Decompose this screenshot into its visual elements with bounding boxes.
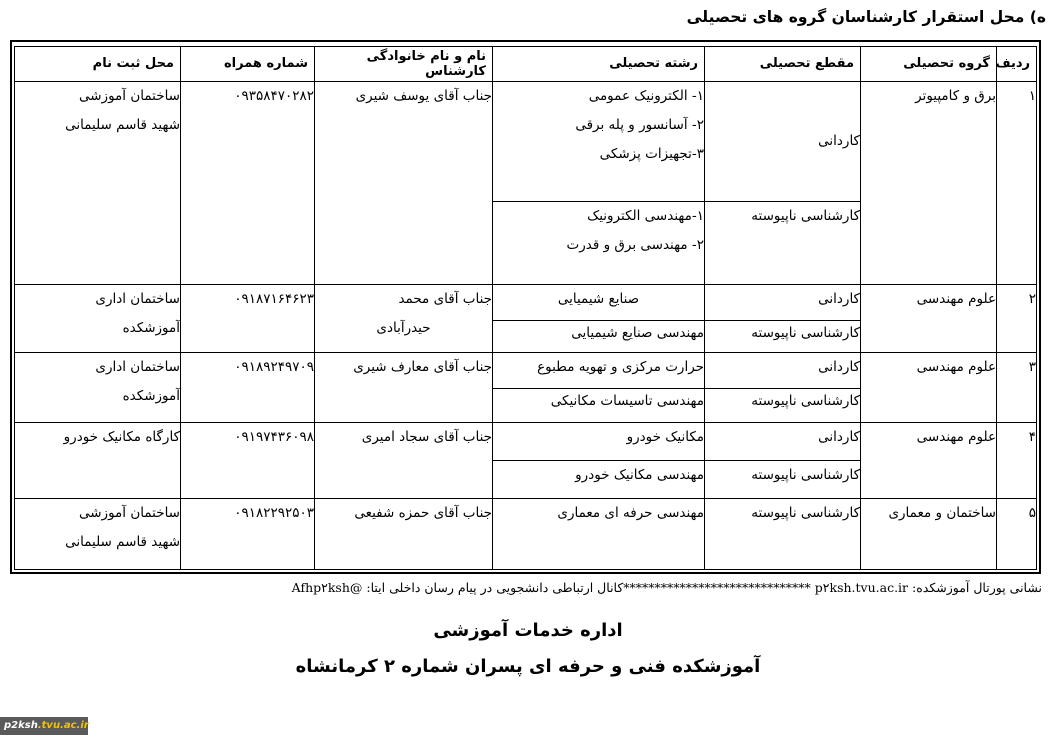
level-cell: کارشناسی ناپیوسته bbox=[705, 201, 861, 284]
field-line: ۱-مهندسی الکترونیک bbox=[587, 207, 704, 224]
logo-text-main: p2ksh bbox=[4, 720, 38, 731]
header-cell: رشته تحصیلی bbox=[493, 47, 705, 82]
level-cell: کاردانی bbox=[705, 352, 861, 389]
group-cell: علوم مهندسی bbox=[861, 284, 997, 352]
site-logo bbox=[0, 717, 88, 735]
field-cell: صنایع شیمیایی bbox=[493, 284, 705, 321]
logo-text-domain: .tvu.ac.ir bbox=[37, 720, 89, 731]
experts-table bbox=[14, 46, 1037, 570]
field-cell: مهندسی حرفه ای معماری bbox=[493, 498, 705, 569]
phone-cell: ۰۹۳۵۸۴۷۰۲۸۲ bbox=[181, 81, 315, 284]
group-cell: ساختمان و معماری bbox=[861, 498, 997, 569]
field-cell: مکانیک خودرو bbox=[493, 422, 705, 460]
place-cell bbox=[15, 352, 181, 422]
contact-footnote: نشانی پورتال آموزشکده: p۲ksh.tvu.ac.ir ******************************کانال ارتباطی دانشجویی در پیام رسان داخلی ایتا: @Afhp۲ksh bbox=[291, 580, 1042, 595]
header-cell: محل ثبت نام bbox=[15, 47, 181, 82]
school-title: آموزشکده فنی و حرفه ای پسران شماره ۲ کرمانشاه bbox=[295, 656, 761, 677]
group-cell: علوم مهندسی bbox=[861, 422, 997, 498]
field-cell bbox=[493, 81, 705, 201]
expert-cell: جناب آقای سجاد امیری bbox=[315, 422, 493, 498]
row-number: ۱ bbox=[997, 81, 1037, 284]
place-cell bbox=[15, 81, 181, 284]
section-heading: ه) محل استقرار کارشناسان گروه های تحصیلی bbox=[686, 8, 1046, 26]
group-cell: برق و کامپیوتر bbox=[861, 81, 997, 284]
phone-cell: ۰۹۱۸۹۲۴۹۷۰۹ bbox=[181, 352, 315, 422]
header-cell: شماره همراه bbox=[181, 47, 315, 82]
expert-cell: جناب آقای معارف شیری bbox=[315, 352, 493, 422]
office-title: اداره خدمات آموزشی bbox=[433, 620, 623, 641]
level-cell: کاردانی bbox=[705, 284, 861, 321]
place-cell bbox=[15, 498, 181, 569]
row-number: ۳ bbox=[997, 352, 1037, 422]
table-header-row bbox=[15, 47, 1037, 82]
level-cell: کارشناسی ناپیوسته bbox=[705, 321, 861, 352]
place-line: آموزشکده bbox=[122, 319, 180, 336]
expert-cell bbox=[315, 284, 493, 352]
table-row bbox=[15, 498, 1037, 569]
field-cell: مهندسی تاسیسات مکانیکی bbox=[493, 389, 705, 422]
table-row bbox=[15, 352, 1037, 389]
level-cell: کارشناسی ناپیوسته bbox=[705, 460, 861, 498]
row-number: ۵ bbox=[997, 498, 1037, 569]
level-cell: کارشناسی ناپیوسته bbox=[705, 498, 861, 569]
place-line: آموزشکده bbox=[122, 387, 180, 404]
field-line: ۲- مهندسی برق و قدرت bbox=[566, 236, 704, 253]
place-line: شهید قاسم سلیمانی bbox=[65, 116, 180, 133]
phone-cell: ۰۹۱۸۲۲۹۲۵۰۳ bbox=[181, 498, 315, 569]
header-cell: گروه تحصیلی bbox=[861, 47, 997, 82]
level-cell: کاردانی bbox=[705, 422, 861, 460]
expert-cell: جناب آقای یوسف شیری bbox=[315, 81, 493, 284]
phone-cell: ۰۹۱۸۷۱۶۴۶۲۳ bbox=[181, 284, 315, 352]
field-line: ۳-تجهیزات پزشکی bbox=[599, 145, 704, 162]
expert-line: جناب آقای محمد bbox=[398, 290, 492, 307]
field-line: ۱- الکترونیک عمومی bbox=[588, 87, 704, 104]
expert-cell: جناب آقای حمزه شفیعی bbox=[315, 498, 493, 569]
place-line: ساختمان آموزشی bbox=[78, 504, 180, 521]
table-row bbox=[15, 284, 1037, 321]
place-line: ساختمان اداری bbox=[95, 358, 180, 375]
field-cell: مهندسی صنایع شیمیایی bbox=[493, 321, 705, 352]
place-line: ساختمان اداری bbox=[95, 290, 180, 307]
header-cell: ردیف bbox=[997, 47, 1037, 82]
place-line: ساختمان آموزشی bbox=[78, 87, 180, 104]
field-cell: مهندسی مکانیک خودرو bbox=[493, 460, 705, 498]
group-cell: علوم مهندسی bbox=[861, 352, 997, 422]
place-line: شهید قاسم سلیمانی bbox=[65, 533, 180, 550]
header-cell: نام و نام خانوادگی کارشناس bbox=[315, 47, 493, 82]
level-cell: کاردانی bbox=[705, 81, 861, 201]
header-cell: مقطع تحصیلی bbox=[705, 47, 861, 82]
field-line: ۲- آسانسور و پله برقی bbox=[575, 116, 704, 133]
field-cell: حرارت مرکزی و تهویه مطبوع bbox=[493, 352, 705, 389]
expert-line: حیدرآبادی bbox=[376, 319, 431, 336]
row-number: ۴ bbox=[997, 422, 1037, 498]
field-cell bbox=[493, 201, 705, 284]
place-cell: کارگاه مکانیک خودرو bbox=[15, 422, 181, 498]
phone-cell: ۰۹۱۹۷۴۳۶۰۹۸ bbox=[181, 422, 315, 498]
level-cell: کارشناسی ناپیوسته bbox=[705, 389, 861, 422]
place-cell bbox=[15, 284, 181, 352]
table-row bbox=[15, 81, 1037, 201]
row-number: ۲ bbox=[997, 284, 1037, 352]
table-row bbox=[15, 422, 1037, 460]
